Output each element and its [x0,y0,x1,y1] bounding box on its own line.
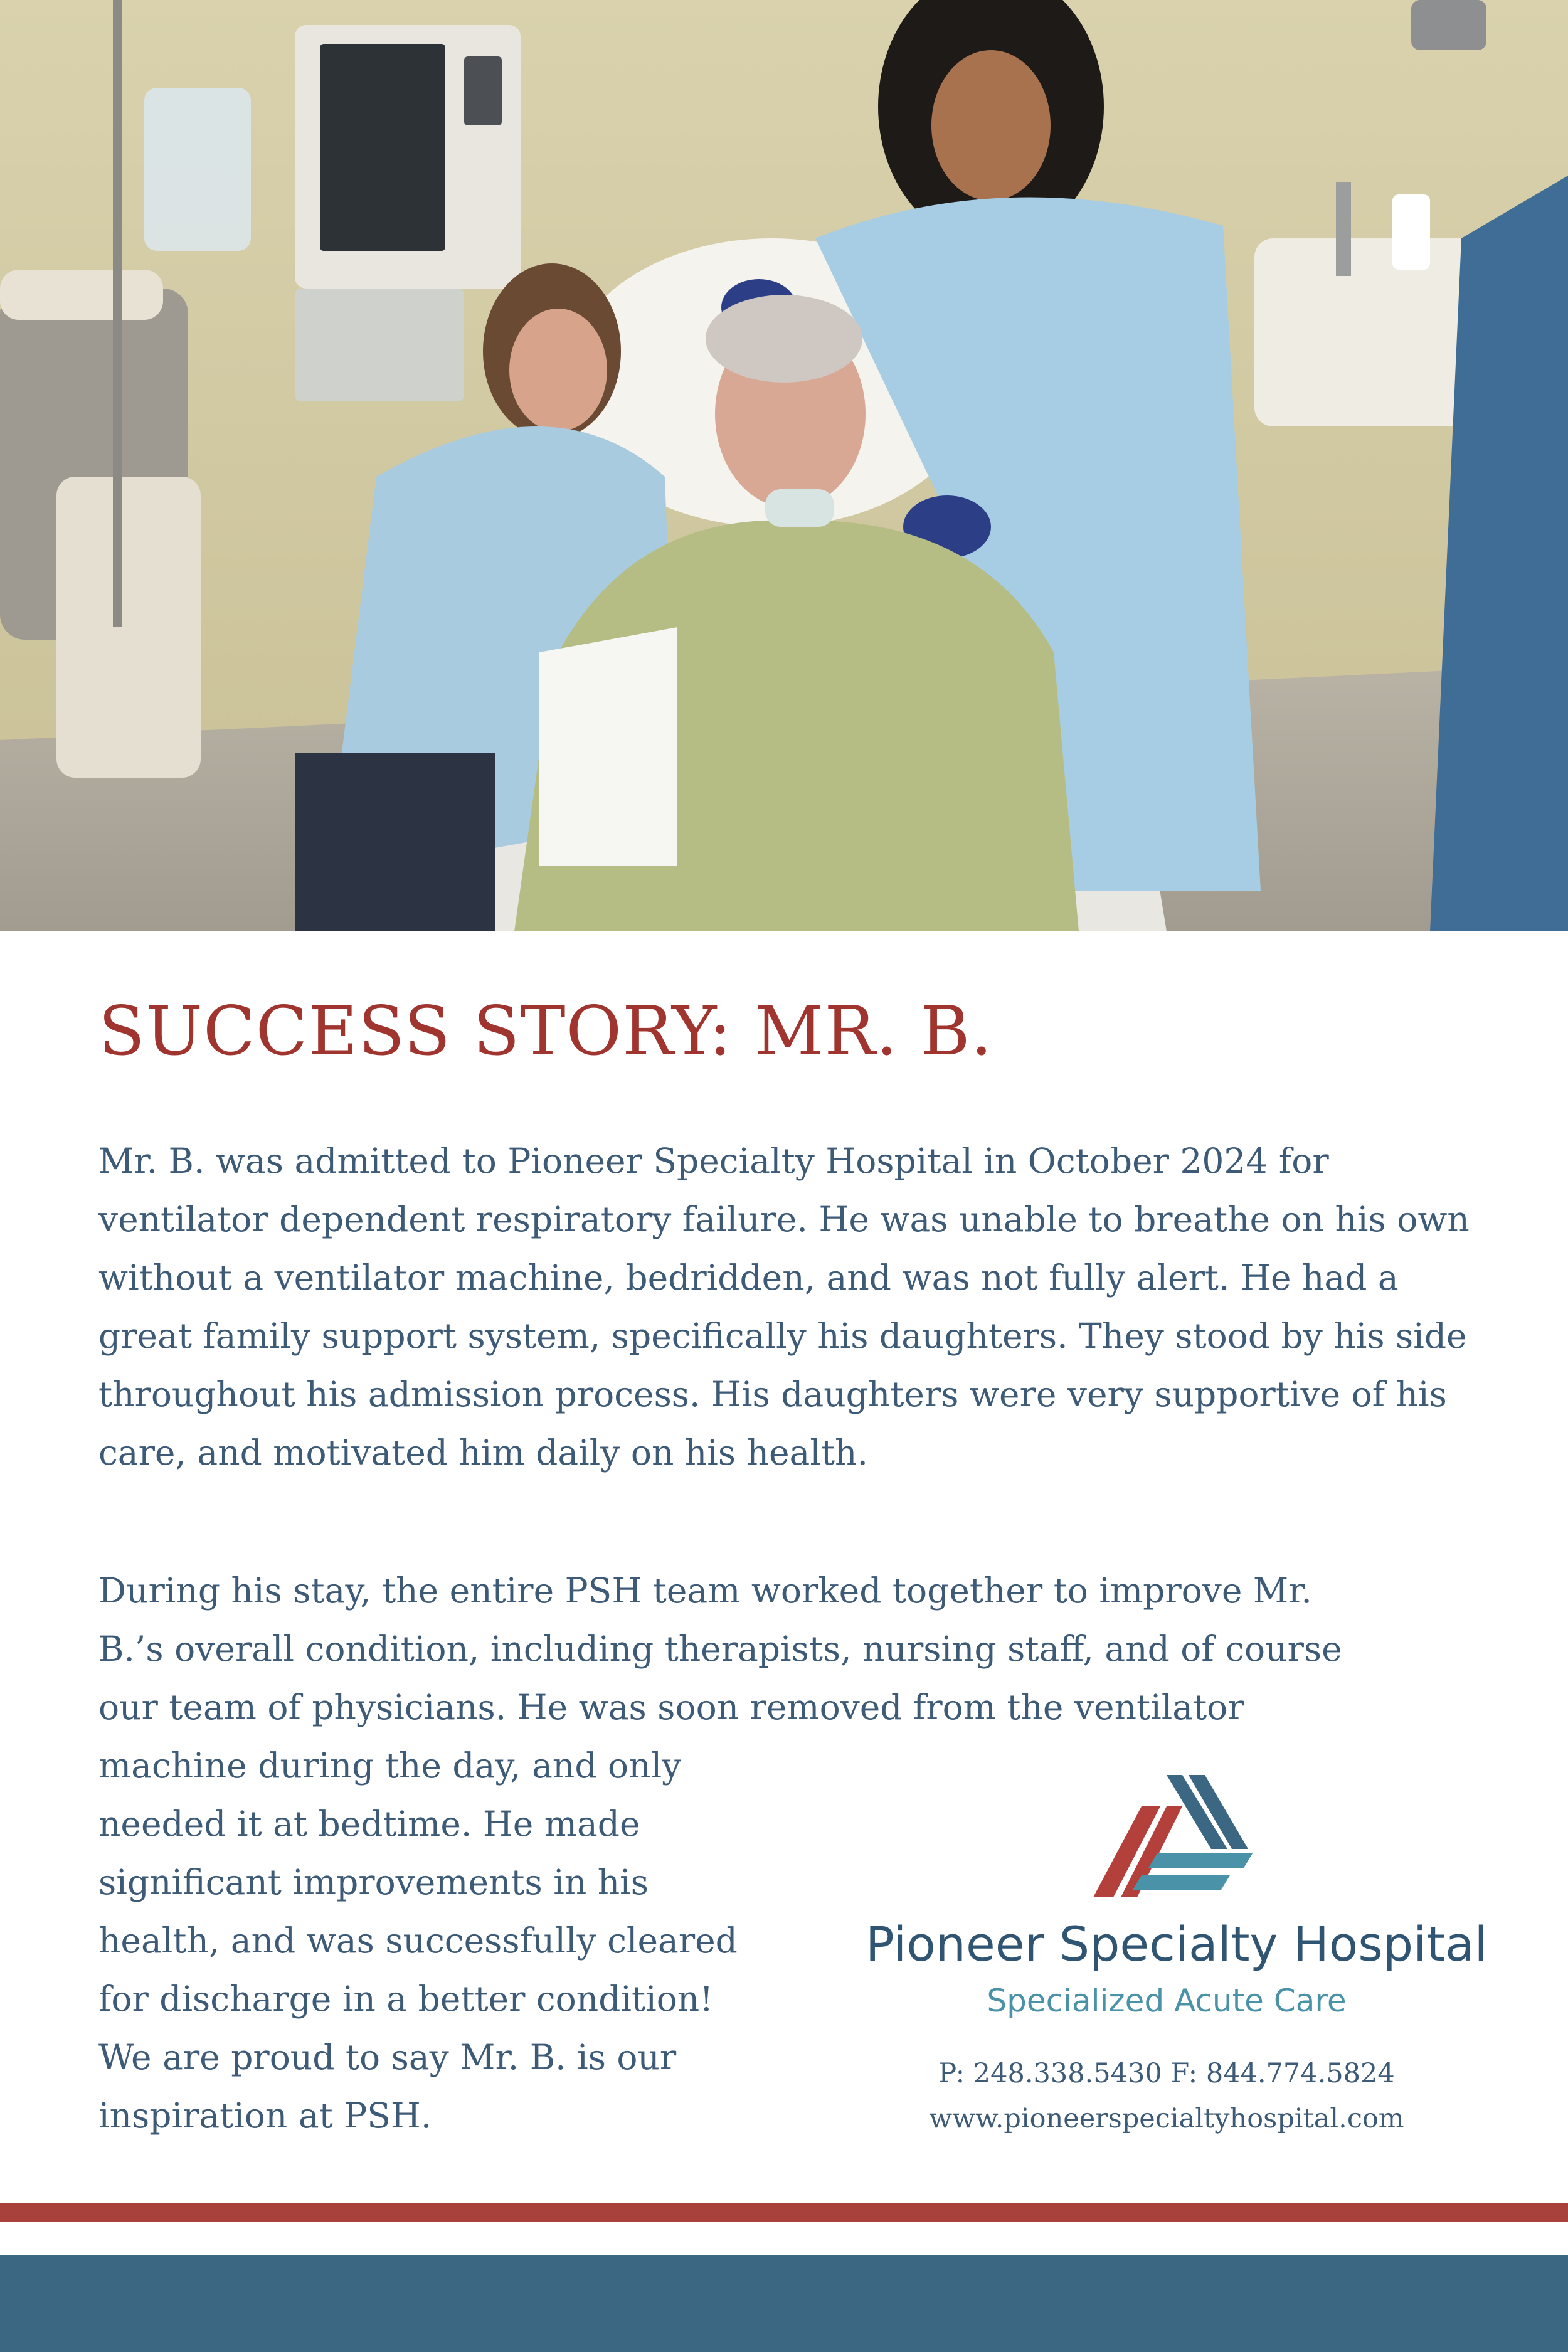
story-paragraph-2-line: our team of physicians. He was soon removed from the ventilator [98,1687,1244,1727]
story-paragraph-2-line: needed it at bedtime. He made [98,1804,640,1844]
website-link[interactable]: www.pioneerspecialtyhospital.com [929,2103,1404,2134]
story-paragraph-2-line: During his stay, the entire PSH team worked together to improve Mr. [98,1571,1312,1611]
footer-red-stripe [0,2203,1568,2222]
story-title: SUCCESS STORY: MR. B. [98,992,993,1071]
hospital-logo-block [866,1775,1488,2151]
hospital-logo-icon [1082,1775,1258,1900]
story-paragraph-2-line: inspiration at PSH. [98,2095,432,2136]
hero-photo-illustration [0,0,1568,931]
hero-photo [0,0,1568,931]
footer-blue-bar [0,2255,1568,2352]
story-paragraph-2-line: health, and was successfully cleared [98,1920,738,1961]
story-paragraph-2-line: We are proud to say Mr. B. is our [98,2037,677,2077]
story-paragraph-2-line: machine during the day, and only [98,1745,682,1786]
story-paragraph-2-line: significant improvements in his [98,1862,649,1902]
hospital-name: Pioneer Specialty Hospital [866,1916,1488,1972]
story-paragraph-1: Mr. B. was admitted to Pioneer Specialty Hospital in October 2024 for ventilator dependent respiratory failure. He was unable to breathe on his own without a ventilator machine, bedridden, and was not fully alert. He had a great family support system, specifically his daughters. They stood by his side throughout his admission process. His daughters were very supportive of his care, and motivated him daily on his health. [98,1141,1470,1473]
story-paragraph-2-line: for discharge in a better condition! [98,1979,714,2019]
story-paragraph-2-line: B.’s overall condition, including therapists, nursing staff, and of course [98,1629,1342,1669]
story-header [98,991,1478,1073]
phone-fax: P: 248.338.5430 F: 844.774.5824 [938,2058,1395,2089]
hospital-tagline: Specialized Acute Care [987,1983,1347,2019]
